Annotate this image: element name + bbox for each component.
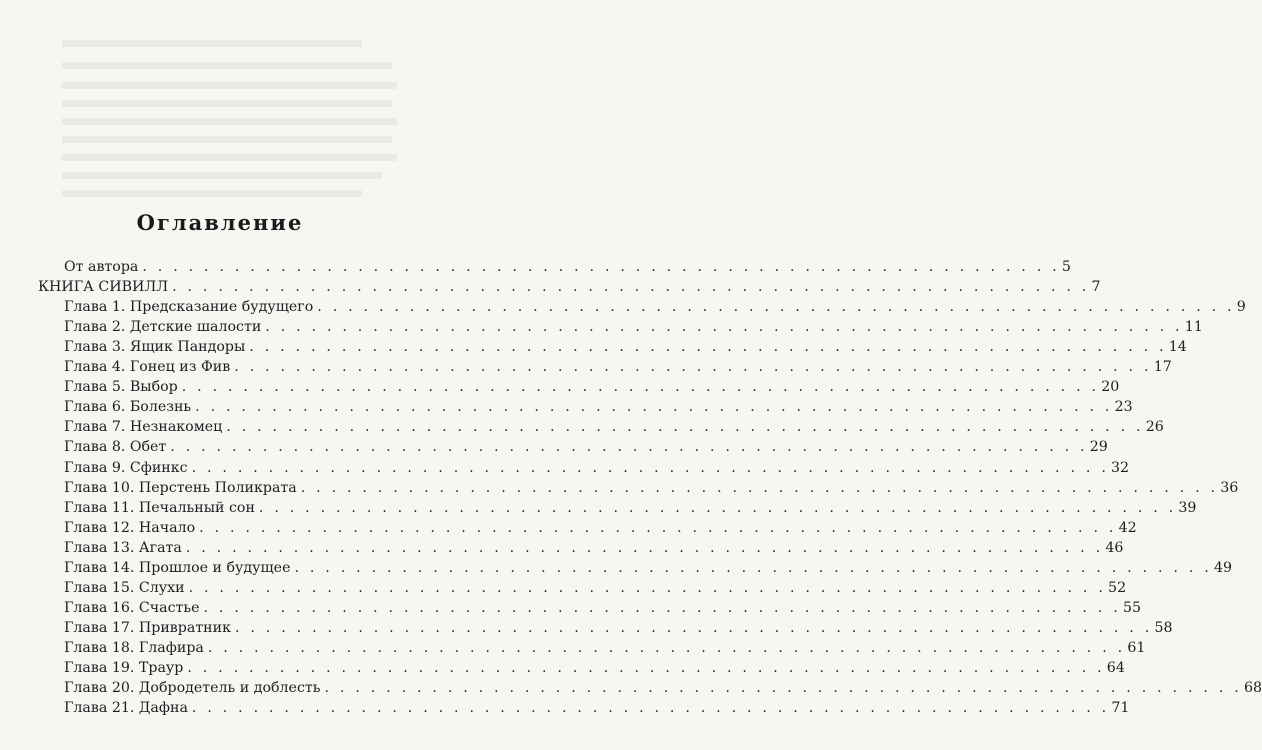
toc-entry-page-number: 55 <box>1122 599 1142 616</box>
toc-leader-dots: . . . . . . . . . . . . . . . . . . . . . . . . . . . . . . . . . . . . . . . . . . . . . . . . . . . . . . . . . . . . <box>300 479 1219 496</box>
toc-entry[interactable] <box>38 277 1101 297</box>
toc-leader-dots: . . . . . . . . . . . . . . . . . . . . . . . . . . . . . . . . . . . . . . . . . . . . . . . . . . . . . . . . . . . . <box>195 399 1113 416</box>
toc-entry-page-number: 29 <box>1089 439 1108 456</box>
toc-entry[interactable] <box>64 317 1203 337</box>
toc-entry-page-number: 11 <box>1184 319 1203 336</box>
toc-entry[interactable] <box>64 297 1246 317</box>
toc-leader-dots: . . . . . . . . . . . . . . . . . . . . . . . . . . . . . . . . . . . . . . . . . . . . . . . . . . . . . . . . . . . . <box>317 299 1235 316</box>
toc-entry-page-number: 71 <box>1111 700 1130 717</box>
toc-leader-dots: . . . . . . . . . . . . . . . . . . . . . . . . . . . . . . . . . . . . . . . . . . . . . . . . . . . . . . . . . . . . <box>185 539 1104 556</box>
toc-leader-dots: . . . . . . . . . . . . . . . . . . . . . . . . . . . . . . . . . . . . . . . . . . . . . . . . . . . . . . . . . . . . <box>142 259 1060 275</box>
toc-entry[interactable] <box>64 458 1130 478</box>
toc-entry[interactable] <box>64 538 1124 558</box>
toc-entry-label: Глава 10. Перстень Поликрата <box>64 479 297 496</box>
toc-entry-page-number: 58 <box>1154 619 1173 636</box>
toc-entry-page-number: 20 <box>1101 379 1120 396</box>
toc-entry[interactable] <box>64 678 1262 698</box>
toc-entry-page-number: 32 <box>1111 459 1130 476</box>
toc-leader-dots: . . . . . . . . . . . . . . . . . . . . . . . . . . . . . . . . . . . . . . . . . . . . . . . . . . . . . . . . . . . . <box>249 339 1167 356</box>
toc-leader-dots: . . . . . . . . . . . . . . . . . . . . . . . . . . . . . . . . . . . . . . . . . . . . . . . . . . . . . . . . . . . . <box>234 619 1153 636</box>
toc-entry[interactable] <box>64 257 1071 277</box>
toc-leader-dots: . . . . . . . . . . . . . . . . . . . . . . . . . . . . . . . . . . . . . . . . . . . . . . . . . . . . . . . . . . . . <box>207 639 1126 656</box>
toc-leader-dots: . . . . . . . . . . . . . . . . . . . . . . . . . . . . . . . . . . . . . . . . . . . . . . . . . . . . . . . . . . . . <box>181 379 1100 396</box>
toc-entry-label: Глава 15. Слухи <box>64 579 185 596</box>
toc-leader-dots: . . . . . . . . . . . . . . . . . . . . . . . . . . . . . . . . . . . . . . . . . . . . . . . . . . . . . . . . . . . . <box>199 519 1117 536</box>
toc-entry-label: Глава 20. Добродетель и доблесть <box>64 680 321 697</box>
toc-entry[interactable] <box>64 357 1172 377</box>
toc-entry-page-number: 36 <box>1220 479 1239 496</box>
toc-entry[interactable] <box>64 578 1127 598</box>
toc-entry-label: От автора <box>64 259 139 275</box>
toc-entry[interactable] <box>64 658 1125 678</box>
toc-entry-page-number: 17 <box>1153 359 1172 376</box>
toc-leader-dots: . . . . . . . . . . . . . . . . . . . . . . . . . . . . . . . . . . . . . . . . . . . . . . . . . . . . . . . . . . . . <box>324 680 1242 697</box>
toc-entry-page-number: 52 <box>1108 579 1127 596</box>
toc-entry-page-number: 46 <box>1105 539 1124 556</box>
toc-entry-label: Глава 13. Агата <box>64 539 182 556</box>
toc-leader-dots: . . . . . . . . . . . . . . . . . . . . . . . . . . . . . . . . . . . . . . . . . . . . . . . . . . . . . . . . . . . . <box>265 319 1183 336</box>
toc-entry-label: Глава 5. Выбор <box>64 379 178 396</box>
toc-entry-page-number: 14 <box>1168 339 1187 356</box>
toc-leader-dots: . . . . . . . . . . . . . . . . . . . . . . . . . . . . . . . . . . . . . . . . . . . . . . . . . . . . . . . . . . . . <box>226 419 1144 436</box>
toc-entry-label: Глава 6. Болезнь <box>64 399 192 416</box>
toc-entry[interactable] <box>64 337 1187 357</box>
toc-entry-label: Глава 14. Прошлое и будущее <box>64 559 291 576</box>
toc-leader-dots: . . . . . . . . . . . . . . . . . . . . . . . . . . . . . . . . . . . . . . . . . . . . . . . . . . . . . . . . . . . . <box>188 579 1107 596</box>
toc-entry-label: Глава 7. Незнакомец <box>64 419 223 436</box>
toc-entry[interactable] <box>64 377 1120 397</box>
toc-entry-page-number: 42 <box>1118 519 1137 536</box>
toc-entry-page-number: 5 <box>1061 259 1071 275</box>
toc-leader-dots: . . . . . . . . . . . . . . . . . . . . . . . . . . . . . . . . . . . . . . . . . . . . . . . . . . . . . . . . . . . . <box>187 660 1105 676</box>
toc-entry-label: КНИГА СИВИЛЛ <box>38 279 169 296</box>
toc-leader-dots: . . . . . . . . . . . . . . . . . . . . . . . . . . . . . . . . . . . . . . . . . . . . . . . . . . . . . . . . . . . . <box>258 499 1177 516</box>
toc-entry[interactable] <box>64 518 1137 538</box>
toc-entry-page-number: 68 <box>1243 680 1262 697</box>
toc-entry-page-number: 7 <box>1091 279 1101 296</box>
toc-entry[interactable] <box>64 698 1130 718</box>
toc-leader-dots: . . . . . . . . . . . . . . . . . . . . . . . . . . . . . . . . . . . . . . . . . . . . . . . . . . . . . . . . . . . . <box>170 439 1088 456</box>
toc-entry-label: Глава 18. Глафира <box>64 639 204 656</box>
toc-entry-page-number: 9 <box>1236 299 1246 316</box>
toc-entry-label: Глава 17. Привратник <box>64 619 231 636</box>
toc-leader-dots: . . . . . . . . . . . . . . . . . . . . . . . . . . . . . . . . . . . . . . . . . . . . . . . . . . . . . . . . . . . . <box>294 559 1212 576</box>
toc-entry-page-number: 61 <box>1127 639 1146 656</box>
toc-entry-label: Глава 8. Обет <box>64 439 167 456</box>
toc-entry-label: Глава 3. Ящик Пандоры <box>64 339 246 356</box>
toc-entry-page-number: 39 <box>1178 499 1197 516</box>
toc-leader-dots: . . . . . . . . . . . . . . . . . . . . . . . . . . . . . . . . . . . . . . . . . . . . . . . . . . . . . . . . . . . . <box>191 459 1110 476</box>
toc-entry[interactable] <box>64 397 1133 417</box>
toc-entry-label: Глава 21. Дафна <box>64 700 188 717</box>
toc-leader-dots: . . . . . . . . . . . . . . . . . . . . . . . . . . . . . . . . . . . . . . . . . . . . . . . . . . . . . . . . . . . . <box>203 599 1121 616</box>
toc-entry-page-number: 64 <box>1106 660 1125 676</box>
show-through-text <box>0 0 440 240</box>
toc-leader-dots: . . . . . . . . . . . . . . . . . . . . . . . . . . . . . . . . . . . . . . . . . . . . . . . . . . . . . . . . . . . . <box>234 359 1152 376</box>
toc-entry-label: Глава 11. Печальный сон <box>64 499 255 516</box>
toc-entry-label: Глава 2. Детские шалости <box>64 319 262 336</box>
toc-entry[interactable] <box>64 417 1164 437</box>
toc-entry[interactable] <box>64 437 1108 457</box>
toc-entry-page-number: 49 <box>1213 559 1232 576</box>
toc-entry[interactable] <box>64 618 1173 638</box>
toc-entry-page-number: 23 <box>1114 399 1133 416</box>
toc-entry-label: Глава 1. Предсказание будущего <box>64 299 314 316</box>
toc-entry[interactable] <box>64 638 1146 658</box>
toc-leader-dots: . . . . . . . . . . . . . . . . . . . . . . . . . . . . . . . . . . . . . . . . . . . . . . . . . . . . . . . . . . . . <box>172 279 1090 296</box>
toc-entry-label: Глава 12. Начало <box>64 519 196 536</box>
toc-entry-label: Глава 9. Сфинкс <box>64 459 188 476</box>
toc-leader-dots: . . . . . . . . . . . . . . . . . . . . . . . . . . . . . . . . . . . . . . . . . . . . . . . . . . . . . . . . . . . . <box>191 700 1110 717</box>
toc-entry-label: Глава 4. Гонец из Фив <box>64 359 231 376</box>
toc-entry[interactable] <box>64 498 1197 518</box>
toc-entry[interactable] <box>64 558 1232 578</box>
toc-entry[interactable] <box>64 478 1239 498</box>
toc-entry-label: Глава 19. Траур <box>64 660 184 676</box>
toc-entry[interactable] <box>64 598 1142 618</box>
page-title: Оглавление <box>136 210 304 235</box>
toc-entry-page-number: 26 <box>1145 419 1164 436</box>
toc-entry-label: Глава 16. Счастье <box>64 599 200 616</box>
